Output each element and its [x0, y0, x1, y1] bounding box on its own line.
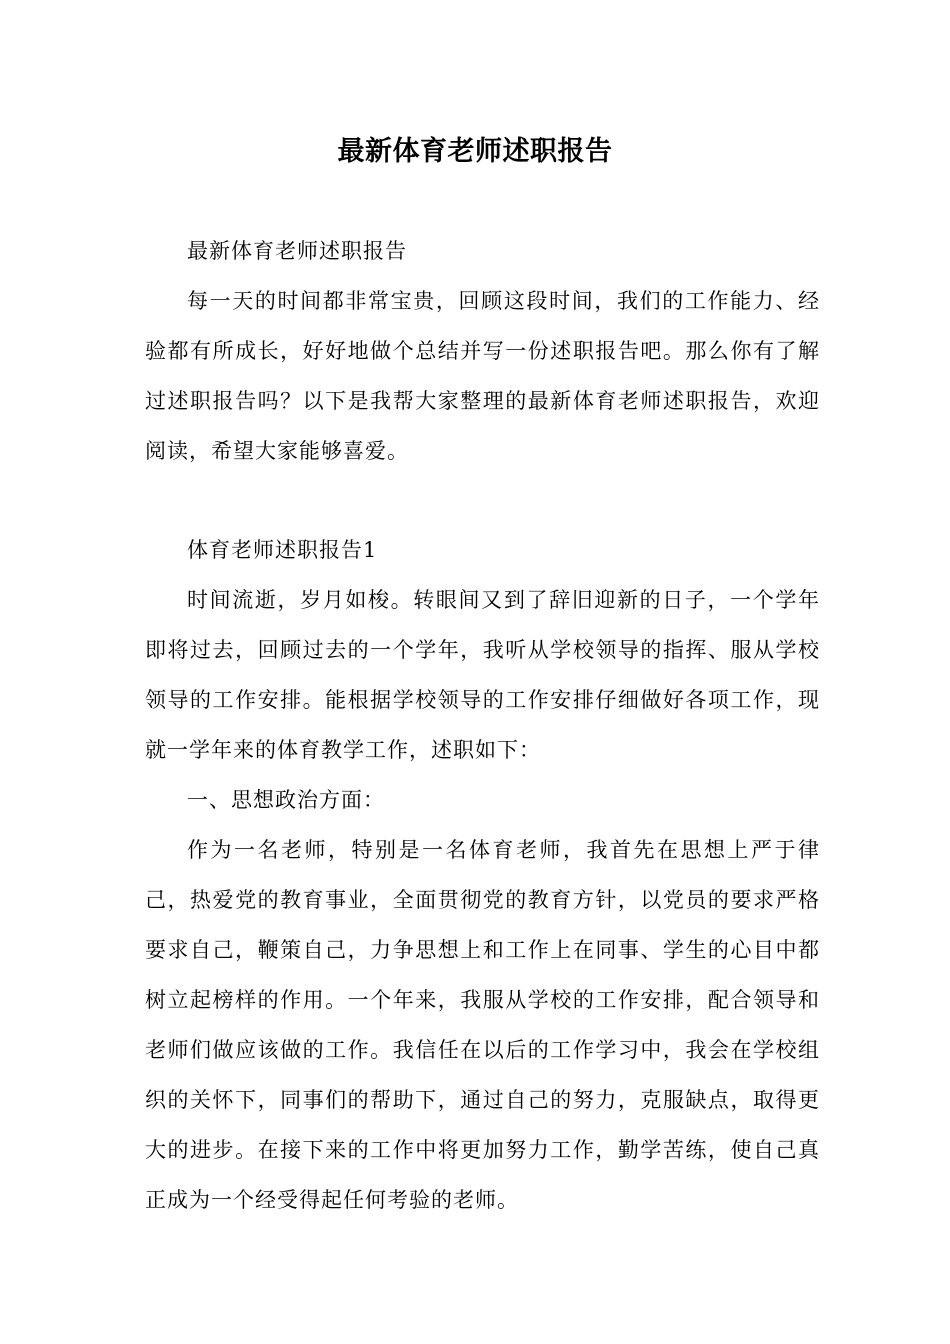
- report-1-paragraph-2: 作为一名老师，特别是一名体育老师，我首先在思想上严于律己，热爱党的教育事业，全面贯彻党的教育方针，以党员的要求严格要求自己，鞭策自己，力争思想上和工作上在同事、学生的心目中都树立起榜样的作用。一个年来，我服从学校的工作安排，配合领导和老师们做应该做的工作。我信任在以后的工作学习中，我会在学校组织的关怀下，同事们的帮助下，通过自己的努力，克服缺点，取得更大的进步。在接下来的工作中将更加努力工作，勤学苦练，使自己真正成为一个经受得起任何考验的老师。: [145, 838, 820, 1212]
- intro-heading: 最新体育老师述职报告: [187, 239, 407, 263]
- section-heading-ideology: 一、思想政治方面：: [187, 788, 385, 812]
- report-1-section: [145, 525, 820, 1225]
- document-title: 最新体育老师述职报告: [337, 136, 613, 167]
- intro-paragraph: 每一天的时间都非常宝贵，回顾这段时间，我们的工作能力、经验都有所成长，好好地做个总结并写一份述职报告吧。那么你有了解过述职报告吗？以下是我帮大家整理的最新体育老师述职报告，欢迎阅读，希望大家能够喜爱。: [145, 289, 820, 463]
- intro-section: [145, 226, 820, 476]
- report-1-paragraph-1: 时间流逝，岁月如梭。转眼间又到了辞旧迎新的日子，一个学年即将过去，回顾过去的一个学年，我听从学校领导的指挥、服从学校领导的工作安排。能根据学校领导的工作安排仔细做好各项工作，现就一学年来的体育教学工作，述职如下：: [145, 588, 820, 762]
- report-1-heading: 体育老师述职报告1: [187, 538, 378, 562]
